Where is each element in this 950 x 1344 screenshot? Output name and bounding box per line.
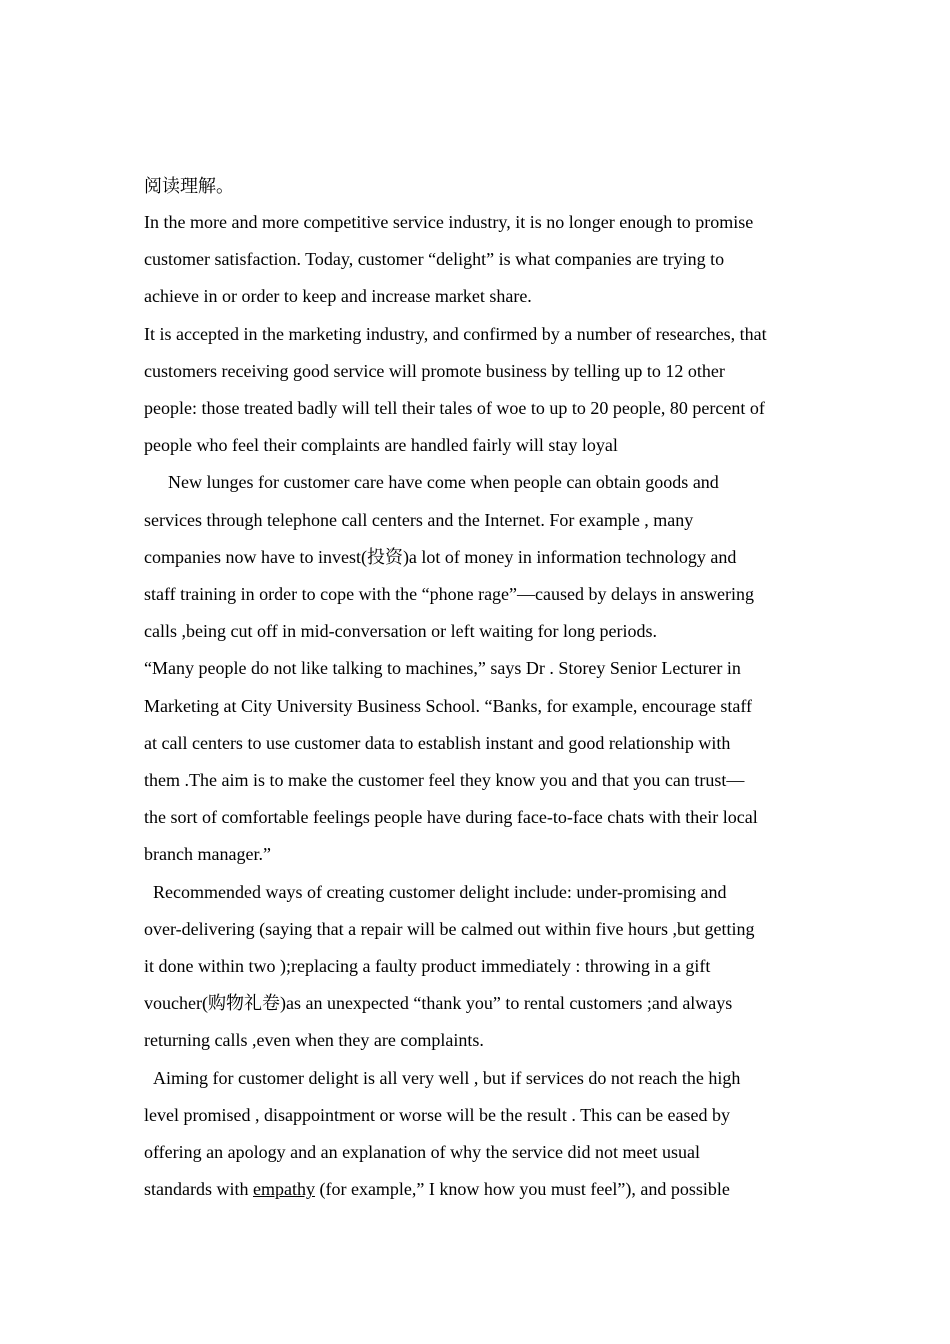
text-line: it done within two );replacing a faulty product immediately : throwing in a gift bbox=[144, 956, 711, 977]
text-line-indented bbox=[144, 464, 816, 501]
paragraph-5 bbox=[144, 874, 816, 1060]
text-line: the sort of comfortable feelings people have during face-to-face chats with their local bbox=[144, 807, 758, 828]
section-heading: 阅读理解。 bbox=[144, 176, 234, 196]
text-line-content: New lunges for customer care have come when people can obtain goods and bbox=[168, 472, 719, 493]
paragraph-4 bbox=[144, 650, 816, 873]
text-line: voucher(购物礼卷)as an unexpected “thank you” to rental customers ;and always bbox=[144, 993, 733, 1014]
text-line: It is accepted in the marketing industry, and confirmed by a number of researches, that bbox=[144, 323, 767, 344]
text-line: customers receiving good service will promote business by telling up to 12 other bbox=[144, 360, 725, 381]
paragraph-6 bbox=[144, 1060, 816, 1209]
text-line-indented bbox=[144, 1060, 816, 1097]
text-line: them .The aim is to make the customer feel they know you and that you can trust— bbox=[144, 770, 745, 791]
text-line: over-delivering (saying that a repair will be calmed out within five hours ,but getting bbox=[144, 918, 755, 939]
text-line-before: standards with bbox=[144, 1179, 253, 1200]
text-line-content: Aiming for customer delight is all very well , but if services do not reach the high bbox=[153, 1067, 741, 1088]
text-line: staff training in order to cope with the “phone rage”—caused by delays in answering bbox=[144, 584, 754, 605]
text-line: people: those treated badly will tell their tales of woe to up to 20 people, 80 percent of bbox=[144, 398, 765, 419]
paragraph-1 bbox=[144, 204, 816, 316]
text-line: returning calls ,even when they are complaints. bbox=[144, 1030, 484, 1051]
text-line-indented bbox=[144, 874, 816, 911]
text-line: Marketing at City University Business School. “Banks, for example, encourage staff bbox=[144, 695, 753, 716]
text-line: offering an apology and an explanation of why the service did not meet usual bbox=[144, 1142, 701, 1163]
underlined-word: empathy bbox=[252, 1179, 315, 1200]
text-line: people who feel their complaints are handled fairly will stay loyal bbox=[144, 435, 618, 456]
text-line: at call centers to use customer data to establish instant and good relationship with bbox=[144, 732, 731, 753]
text-line-content: Recommended ways of creating customer delight include: under-promising and bbox=[153, 881, 727, 902]
document-body bbox=[144, 168, 816, 1208]
text-line: services through telephone call centers and the Internet. For example , many bbox=[144, 509, 694, 530]
text-line: customer satisfaction. Today, customer “delight” is what companies are trying to bbox=[144, 249, 725, 270]
text-line: calls ,being cut off in mid-conversation or left waiting for long periods. bbox=[144, 621, 658, 642]
paragraph-3 bbox=[144, 464, 816, 650]
text-line: In the more and more competitive service industry, it is no longer enough to promise bbox=[144, 212, 754, 232]
text-line: companies now have to invest(投资)a lot of money in information technology and bbox=[144, 546, 737, 567]
text-line-after: (for example,” I know how you must feel”), and possible bbox=[314, 1179, 730, 1200]
text-line: achieve in or order to keep and increase market share. bbox=[144, 286, 532, 307]
text-line: branch manager.” bbox=[144, 844, 271, 865]
text-line: “Many people do not like talking to machines,” says Dr . Storey Senior Lecturer in bbox=[144, 658, 741, 679]
text-line bbox=[144, 1171, 816, 1208]
paragraph-2 bbox=[144, 316, 816, 465]
text-line: level promised , disappointment or worse will be the result . This can be eased by bbox=[144, 1104, 731, 1125]
